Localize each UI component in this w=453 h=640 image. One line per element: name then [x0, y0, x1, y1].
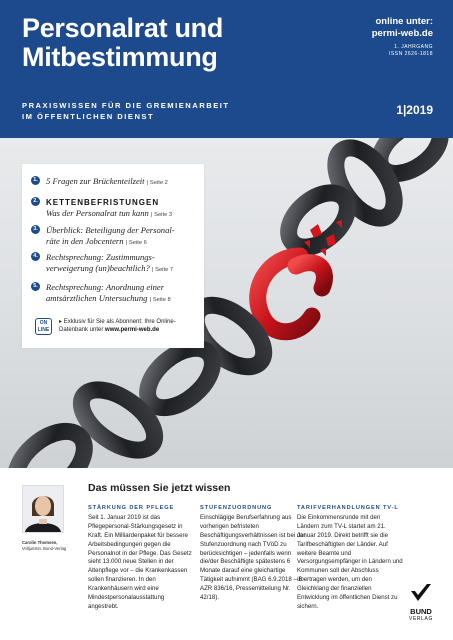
news-column: STÄRKUNG DER PFLEGE Seit 1. Januar 2019 ist das Pflegepersonal-Stärkungsgesetz in Kraft. Ein Milliardenpaket für bessere Arbeitsbedingungen gegen die Personalnot in der Pflege. Das Gesetz sieht 13.000 neue Stellen in der Altenpflege vor – die Krankenkassen sollen finanzieren. In den Krankenhäusern wird eine Mindestpersonalausstattung angestrebt.: [88, 505, 192, 610]
issue-number: 1|2019: [396, 103, 433, 117]
table-of-contents: 1. 5 Fragen zur Brückenteilzeit | Seite 2 2. KETTENBEFRISTUNGEN Was der Personalrat tun kann | Seite 3 3. Überblick: Beteiligung der Personal- räte in den Jobcentern | Seite 6 4. Rechtsprechung: Zustimmungs- verweigerung (un)beachtlich? | Seite 7 5. Rechtsprechung: Anordnung einer amtsärztlichen Untersuchung | Seite 8 ON LINE ▸ Exklusiv für Sie als Abonnent: Ihre Online-Datenbank unter www.permi-web.de: [22, 164, 204, 348]
online-url-link[interactable]: permi-web.de: [371, 28, 433, 39]
issn-info: 1. JAHRGANG ISSN 2626-1818: [389, 44, 433, 57]
toc-number-badge: 4.: [31, 252, 40, 261]
toc-item[interactable]: 5. Rechtsprechung: Anordnung einer amtsärztlichen Untersuchung | Seite 8: [32, 282, 202, 306]
magazine-title: Personalrat und Mitbestimmung: [22, 13, 224, 72]
news-column: STUFENZUORDNUNG Einschlägige Berufserfahrung aus vorherigen befristeten Beschäftigungsverhältnissen ist bei der Stufenzuordnung nach TVöD zu berücksichtigen – jedenfalls wenn die/der Beschäftigte spätestens 6 Monate darauf eine gleichartige Tätigkeit aufnimmt (BAG 6.9.2018 – 6 AZR 836/16, Pressemitteilung Nr. 42/18).: [200, 505, 306, 602]
toc-number-badge: 1.: [31, 176, 40, 185]
masthead: [0, 0, 453, 138]
section-heading: Das müssen Sie jetzt wissen: [88, 482, 231, 494]
toc-item[interactable]: 4. Rechtsprechung: Zustimmungs- verweigerung (un)beachtlich? | Seite 7: [32, 252, 202, 276]
online-badge-icon: ON LINE: [35, 318, 52, 335]
toc-number-badge: 3.: [31, 225, 40, 234]
toc-number-badge: 2.: [31, 197, 40, 206]
author-portrait-icon: [23, 486, 63, 532]
news-column: TARIFVERHANDLUNGEN TV-L Die Einkommensrunde mit den Ländern zum TV-L startet am 21. Januar 2019. Direkt betrifft sie die Tarifbeschäftigten der Länder. Auf weitere Beamte und Versorgungsempfänger in Ländern und Kommunen soll der Abschluss übertragen werden, um den Gleichklang der finanziellen Entwicklung im öffentlichen Dienst zu sichern.: [297, 505, 403, 610]
cover-hero: [0, 138, 453, 468]
toc-item[interactable]: 2. KETTENBEFRISTUNGEN Was der Personalrat tun kann | Seite 3: [32, 197, 202, 221]
promo-link[interactable]: www.permi-web.de: [105, 327, 160, 333]
author-caption: Carolin Thomsen, Volljuristin, Bund-Verlag: [22, 540, 67, 551]
author-photo: [22, 485, 64, 533]
bund-checkmark-icon: [410, 583, 432, 603]
news-section: [0, 468, 453, 640]
online-info: online unter: permi-web.de: [371, 16, 433, 39]
toc-item[interactable]: 3. Überblick: Beteiligung der Personal- räte in den Jobcentern | Seite 6: [32, 225, 202, 249]
publisher-logo: BUND VERLAG: [404, 583, 438, 623]
promo-arrow-icon: ▸: [59, 319, 63, 325]
toc-item[interactable]: 1. 5 Fragen zur Brückenteilzeit | Seite 2: [32, 176, 202, 189]
toc-number-badge: 5.: [31, 282, 40, 291]
magazine-subtitle: PRAXISWISSEN FÜR DIE GREMIENARBEIT IM ÖFFENTLICHEN DIENST: [22, 101, 230, 121]
